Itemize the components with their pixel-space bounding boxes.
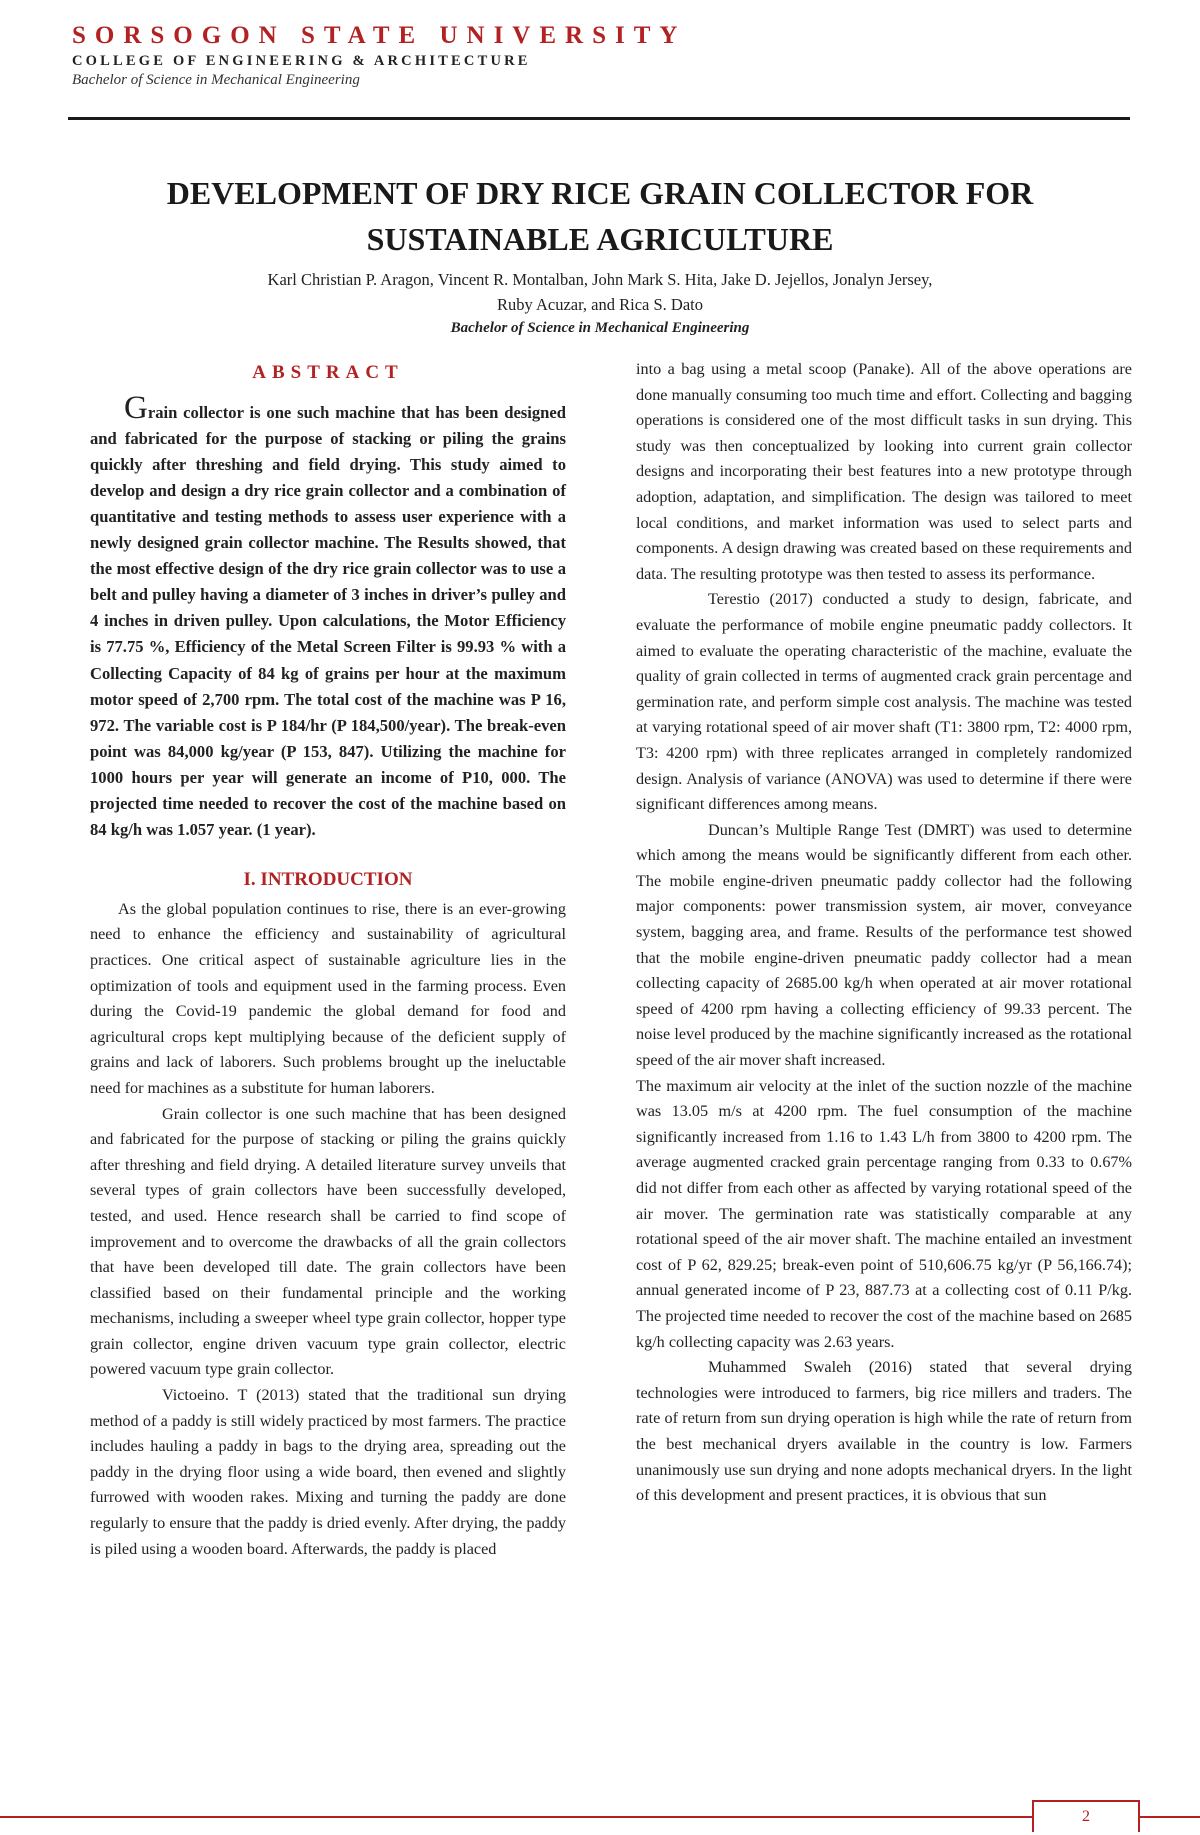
abstract-dropcap: G — [124, 389, 148, 426]
right-paragraph-4: The maximum air velocity at the inlet of the suction nozzle of the machine was 13.05 m/s at 4200 rpm. The fuel consumption of the machine significantly increased from 1.16 to 1.43 L/h from 3800 to 4200 rpm. The average augmented cracked grain percentage ranging from 0.33 to 0.67% did not differ from each other as affected by varying rotational speed of the air mover. The germination rate was statistically comparable at any rotational speed of the air mover shaft. The machine entailed an investment cost of P 62, 829.25; break-even point of 510,606.75 kg/yr (P 56,166.74); annual generated income of P 23, 887.73 at a collecting cost of 0.11 P/kg. The projected time needed to recover the cost of the machine based on 2685 kg/h collecting capacity was 2.63 years. — [636, 1076, 1132, 1351]
right-paragraph-3: Duncan’s Multiple Range Test (DMRT) was used to determine which among the means would be significantly different from each other. The mobile engine-driven pneumatic paddy collector had the following major components: power transmission system, air mover, conveyance system, bagging area, and frame. Results of the performance test showed that the mobile engine-driven pneumatic paddy collector had a mean collecting capacity of 2685.00 kg/h when operated at air mover rotational speed of 4200 rpm having a collecting efficiency of 99.33 percent. The noise level produced by the machine significantly increased as the rotational speed of the air mover shaft increased. — [636, 820, 1132, 1070]
header-divider — [68, 117, 1130, 120]
authors-line1: Karl Christian P. Aragon, Vincent R. Montalban, John Mark S. Hita, Jake D. Jejellos, Jonalyn Jersey, — [267, 270, 933, 289]
paper-title-line2: SUSTAINABLE AGRICULTURE — [366, 221, 834, 257]
page-number: 2 — [1032, 1800, 1140, 1832]
intro-paragraph-2: Grain collector is one such machine that has been designed and fabricated for the purpose of stacking or piling the grains quickly after threshing and field drying. A detailed literature survey unveils that several types of grain collectors have been successfully developed, tested, and used. Hence research shall be carried to find scope of improvement and to overcome the drawbacks of all the grain collectors that have been developed till date. The grain collectors have been classified based on their fundamental principle and the working mechanisms, including a sweeper wheel type grain collector, hopper type grain collector, engine driven vacuum type grain collector, electric powered vacuum type grain collector. — [90, 1104, 566, 1379]
paper-title-line1: DEVELOPMENT OF DRY RICE GRAIN COLLECTOR FOR — [166, 175, 1034, 211]
footer-line — [0, 1816, 1200, 1818]
abstract-text — [90, 389, 566, 844]
program-name: Bachelor of Science in Mechanical Engineering — [72, 72, 360, 88]
intro-paragraph-1: As the global population continues to rise, there is an ever-growing need to enhance the efficiency and sustainability of agricultural practices. One critical aspect of sustainable agriculture lies in the optimization of tools and equipment used in the farming process. Even during the Covid-19 pandemic the global demand for food and agricultural crops kept multiplying because of the deficient supply of grains and lack of laborers. Such problems brought up the ineluctable need for machines as a substitute for human laborers. — [90, 899, 566, 1097]
affiliation: Bachelor of Science in Mechanical Engineering — [450, 320, 750, 336]
university-name: SORSOGON STATE UNIVERSITY — [72, 22, 687, 49]
college-name: COLLEGE OF ENGINEERING & ARCHITECTURE — [72, 53, 531, 69]
authors-line2: Ruby Acuzar, and Rica S. Dato — [496, 295, 703, 314]
abstract-body: rain collector is one such machine that has been designed and fabricated for the purpose of stacking or piling the grains quickly after threshing and field drying. This study aimed to develop and design a dry rice grain collector and a combination of quantitative and testing methods to assess user experience with a newly designed grain collector machine. The Results showed, that the most effective design of the dry rice grain collector was to use a belt and pulley having a diameter of 3 inches in driver’s pulley and 4 inches in driven pulley. Upon calculations, the Motor Efficiency is 77.75 %, Efficiency of the Metal Screen Filter is 99.93 % with a Collecting Capacity of 84 kg of grains per hour at the maximum motor speed of 2,700 rpm. The total cost of the machine was P 16, 972. The variable cost is P 184/hr (P 184,500/year). The break-even point was 84,000 kg/year (P 153, 847). Utilizing the machine for 1000 hours per year will generate an income of P10, 000. The projected time needed to recover the cost of the machine based on 84 kg/h was 1.057 year. (1 year). — [90, 402, 566, 840]
right-paragraph-2: Terestio (2017) conducted a study to design, fabricate, and evaluate the performance of mobile engine pneumatic paddy collectors. It aimed to evaluate the operating characteristic of the machine, evaluate the quality of grain collected in terms of augmented crack grain percentage and germination rate, and perform simple cost analysis. The machine was tested at varying rotational speed of air mover shaft (T1: 3800 rpm, T2: 4000 rpm, T3: 4200 rpm) with three replicates arranged in completely randomized design. Analysis of variance (ANOVA) was used to determine if there were significant differences among means. — [636, 590, 1132, 814]
left-column — [90, 360, 566, 1562]
paper-title — [80, 170, 1120, 262]
right-paragraph-1: into a bag using a metal scoop (Panake). All of the above operations are done manually consuming too much time and effort. Collecting and bagging operations is considered one of the most difficult tasks in sun drying. This study was then conceptualized by looking into current grain collector designs and incorporating their best features into a new prototype through adoption, adaptation, and simplification. The design was tailored to meet local conditions, and market information was used to select parts and components. A design drawing was created based on these requirements and data. The resulting prototype was then tested to assess its performance. — [636, 360, 1132, 583]
right-paragraph-5: Muhammed Swaleh (2016) stated that several drying technologies were introduced to farmers, big rice millers and traders. The rate of return from sun drying operation is high while the rate of return from the best mechanical dryers available in the country is low. Farmers unanimously use sun drying and none adopts mechanical dryers. In the light of this development and present practices, it is obvious that sun — [636, 1358, 1132, 1505]
authors — [80, 267, 1120, 317]
title-block — [80, 170, 1120, 337]
right-column — [636, 357, 1132, 1509]
abstract-heading: ABSTRACT — [252, 362, 404, 383]
page-header — [72, 22, 1132, 89]
intro-paragraph-3: Victoeino. T (2013) stated that the traditional sun drying method of a paddy is still widely practiced by most farmers. The practice includes hauling a paddy in bags to the drying area, spreading out the paddy in the drying floor using a wide board, then evened and slightly furrowed with wooden rakes. Mixing and turning the paddy are done regularly to ensure that the paddy is dried evenly. After drying, the paddy is piled using a wooden board. Afterwards, the paddy is placed — [90, 1386, 566, 1558]
introduction-heading: I. INTRODUCTION — [243, 869, 413, 891]
